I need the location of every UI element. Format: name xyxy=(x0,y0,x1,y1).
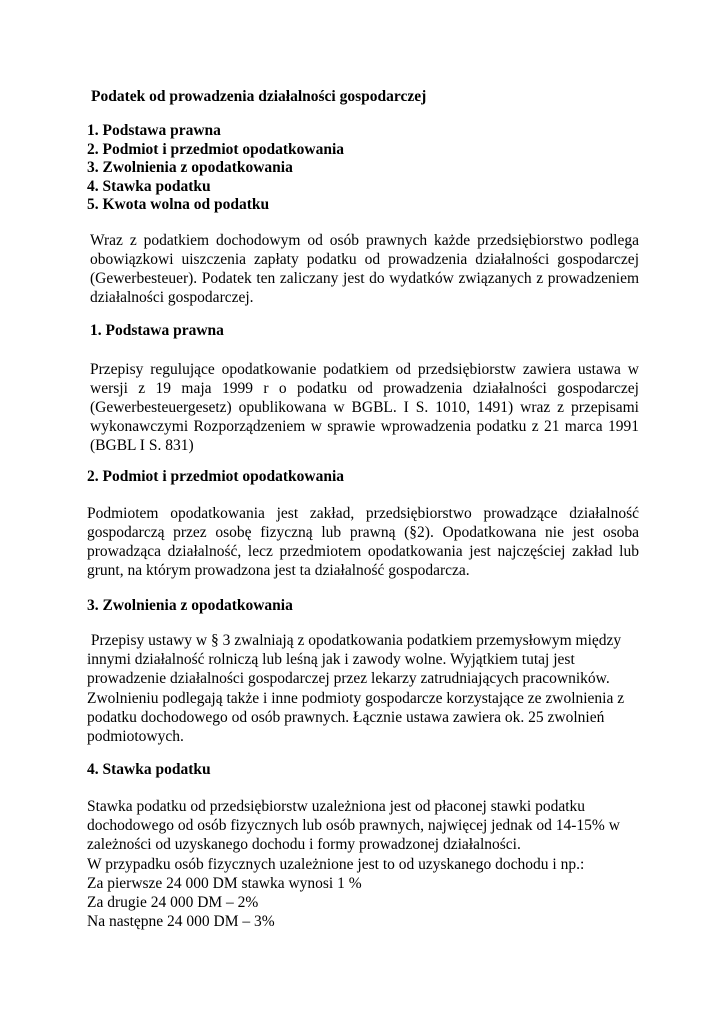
document-title: Podatek od prowadzenia działalności gospodarczej xyxy=(91,88,427,105)
text-line: Na następne 24 000 DM – 3% xyxy=(87,913,275,931)
text-line: Przepisy ustawy w § 3 zwalniają z opodatkowania podatkiem przemysłowym między xyxy=(87,632,622,649)
section-text-exemptions xyxy=(87,631,647,746)
text-line: zależności od uzyskanego dochodu i formy prowadzonej działalności. xyxy=(87,836,521,854)
toc-item: 3. Zwolnienia z opodatkowania xyxy=(87,159,293,176)
toc-item: 5. Kwota wolna od podatku xyxy=(87,196,270,213)
section-heading-exemptions: 3. Zwolnienia z opodatkowania xyxy=(87,597,293,614)
text-line: Za drugie 24 000 DM – 2% xyxy=(87,894,259,912)
intro-paragraph: Wraz z podatkiem dochodowym od osób prawnych każde przedsiębiorstwo podlega obowiązkowi uiszczenia zapłaty podatku od prowadzenia działalności gospodarczej (Gewerbesteuer). Podatek ten zaliczany jest do wydatków związanych z prowadzeniem działalności gospodarczej. xyxy=(90,232,639,306)
text-line: Za pierwsze 24 000 DM stawka wynosi 1 % xyxy=(87,874,362,892)
section-text-subject: Podmiotem opodatkowania jest zakład, przedsiębiorstwo prowadzące działalność gospodarczą przez osobę fizyczną lub prawną (§2). Opodatkowana nie jest osoba prowadząca działalność, lecz przedmiotem opodatkowania jest najczęściej zakład lub grunt, na którym prowadzona jest ta działalność gospodarcza. xyxy=(87,505,639,579)
toc-item: 2. Podmiot i przedmiot opodatkowania xyxy=(87,140,345,158)
toc-item: 4. Stawka podatku xyxy=(87,177,211,195)
section-heading-legal-basis: 1. Podstawa prawna xyxy=(90,322,224,339)
text-line: prowadzenie działalności gospodarczej przez lekarzy zatrudniających pracowników. xyxy=(87,670,610,688)
table-of-contents xyxy=(87,122,344,215)
section-text-legal-basis: Przepisy regulujące opodatkowanie podatkiem od przedsiębiorstw zawiera ustawa w wersji z 19 maja 1999 r o podatku od prowadzenia działalności gospodarczej (Gewerbesteuergesetz) opublikowana w BGBL. I S. 1010, 1491) wraz z przepisami wykonawczymi Rozporządzeniem w sprawie wprowadzenia podatku z 21 marca 1991 (BGBL I S. 831) xyxy=(90,361,639,454)
text-line: W przypadku osób fizycznych uzależnione jest to od uzyskanego dochodu i np.: xyxy=(87,855,585,873)
text-line: podatku dochodowego od osób prawnych. Łącznie ustawa zawiera ok. 25 zwolnień xyxy=(87,708,605,726)
text-line: dochodowego od osób fizycznych lub osób prawnych, najwięcej jednak od 14-15% w xyxy=(87,817,620,835)
text-line: Stawka podatku od przedsiębiorstw uzależniona jest od płaconej stawki podatku xyxy=(87,798,586,815)
text-line: Zwolnieniu podlegają także i inne podmioty gospodarcze korzystające ze zwolnienia z xyxy=(87,689,625,707)
text-line: innymi działalność rolniczą lub leśną jak i zawody wolne. Wyjątkiem tutaj jest xyxy=(87,651,575,669)
text-line: podmiotowych. xyxy=(87,728,184,746)
section-heading-subject: 2. Podmiot i przedmiot opodatkowania xyxy=(87,468,345,485)
toc-item: 1. Podstawa prawna xyxy=(87,122,221,139)
section-heading-rate: 4. Stawka podatku xyxy=(87,761,211,778)
section-text-rate xyxy=(87,797,647,931)
